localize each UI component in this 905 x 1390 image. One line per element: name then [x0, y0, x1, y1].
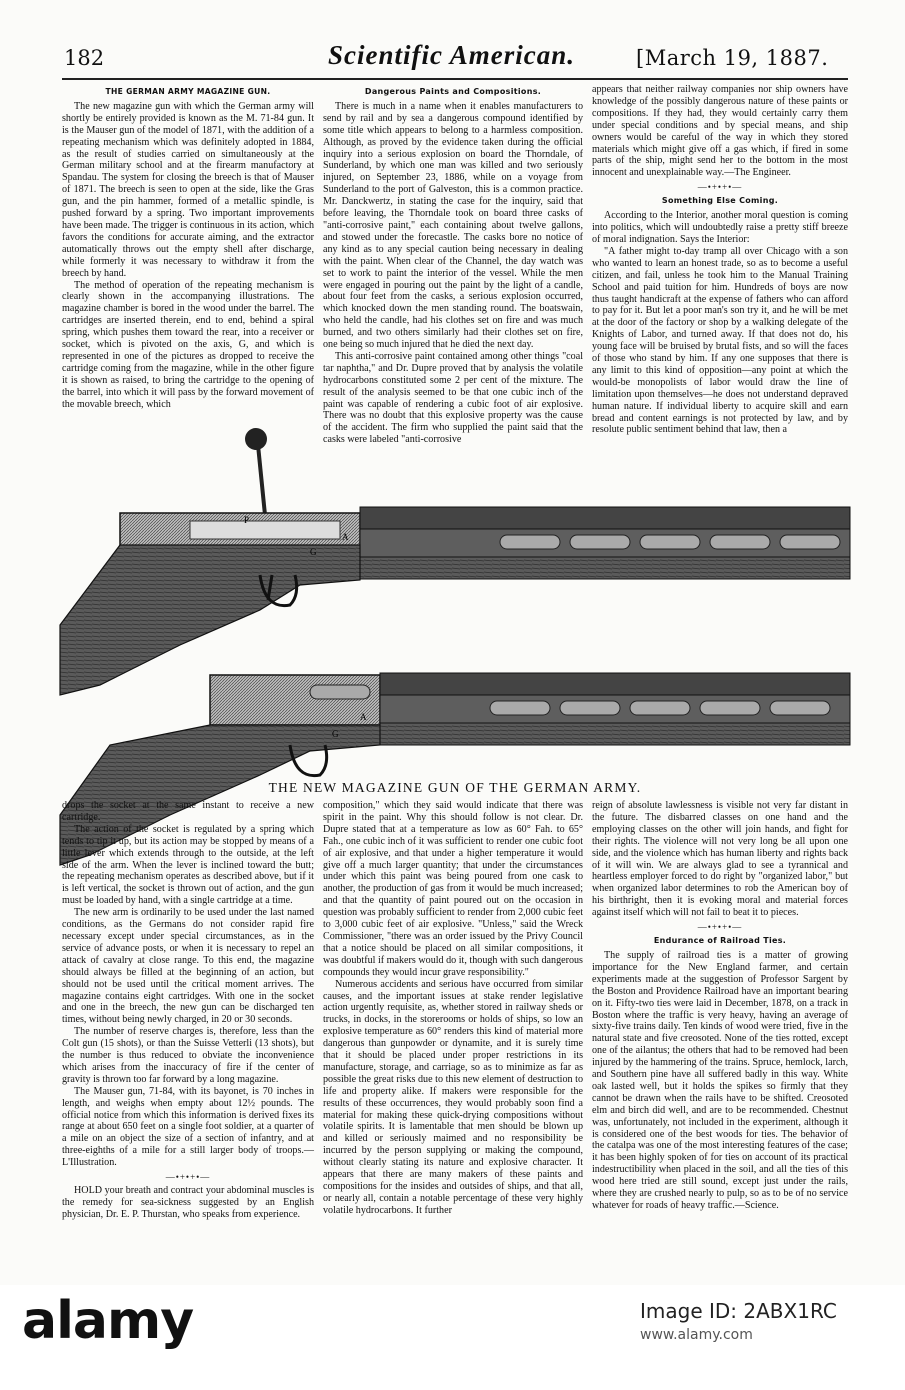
section-ornament: —•+•+•—: [165, 1172, 211, 1183]
paragraph: Numerous accidents and serious have occurred from similar causes, and the important issues at stake render legislative action urgently requisite, as, whether stored in railway sheds or trucks, in docks, in the storerooms or holds of ships, so low an explosive temperature as 60° renders this kind of material more dangerous than gunpowder or dynamite, and it is surely time that it should be placed under proper restrictions in its manufacture, storage, and carriage, so as to minimize as far as possible the great risks due to this new element of destruction to life and property alike. If makers were responsible for the results of these occurrences, they would probably soon find a material for making these quick-drying compositions without volatile spirits. It is lamentable that men should be blown up and killed or seriously maimed and no responsibility be incurred by the person supplying or making the compound, without clearly stating its nature and explosive character. It appears that there are many makers of these paints and compositions for the insides and outsides of ships, and that all, or nearly all, contain a notable percentage of these very highly volatile hydrocarbons. It further: [323, 978, 583, 1216]
paragraph: drops the socket at the same instant to receive a new cartridge.: [62, 800, 314, 823]
paragraph: The number of reserve charges is, therefore, less than the Colt gun (15 shots), or than the Suisse Vetterli (13 shots), but the number is thus reduced to obviate the inconvenience which arises from the inaccuracy of fire if the center of gravity is thrown too far forward by a long magazine.: [62, 1026, 314, 1085]
section-ornament: —•+•+•—: [697, 182, 743, 193]
watermark-logo: alamy: [22, 1291, 194, 1351]
paragraph: HOLD your breath and contract your abdominal muscles is the remedy for sea-sickness suggested by an English physician, Dr. E. P. Thurstan, who speaks from experience.: [62, 1185, 314, 1220]
letter-label: G: [310, 547, 317, 557]
column-2-bottom: [323, 800, 583, 1270]
article-heading-railroad-ties: Endurance of Railroad Ties.: [653, 936, 787, 946]
issue-date: [March 19, 1887.: [636, 46, 829, 70]
paragraph: The new magazine gun with which the German army will shortly be entirely provided is known as the M. 71-84 gun. It is the Mauser gun of the model of 1871, with the addition of a repeating mechanism which was definitely adopted in 1884, as the result of studies carried on simultaneously at the German military school and at the firearm manufactory at Spandau. The system for closing the breech is that of Mauser of 1871. The breech is seen to open at the side, like the Gras gun, and the pin hammer, formed of a metallic spindle, is pushed forward by a spring. Two important improvements have been made. The trigger is continuous in its action, which favors the conditions for accurate aiming, and the extractor automatically throws out the empty shell after discharge, while formerly it was necessary to withdraw it from the breech by hand.: [62, 100, 314, 279]
figure-caption: THE NEW MAGAZINE GUN OF THE GERMAN ARMY.: [268, 780, 642, 795]
paragraph: reign of absolute lawlessness is visible not very far distant in the future. The disbarred classes on one hand and the employing classes on the other will join hands, and fight for their rights. The violence will not very long be all upon one side, and the violence which has human liberty and rights back of it will win. We are always glad to see a tyrannical and heartless employer forced to do right by "organized labor," but when organized labor determines to rob the American boy of his birthright, then it is evoking moral and material forces against itself which will not fail to beat it to pieces.: [592, 800, 848, 919]
watermark-strip: [0, 1285, 905, 1390]
paragraph: The supply of railroad ties is a matter of growing importance for the New England farmer, and certain experiments made at the suggestion of Professor Sargent by the Boston and Providence Railroad have an important bearing on it. Fifty-two ties were laid in December, 1878, on a track in Boston where the traffic is very heavy, having an average of sixty-five trains daily. Ten kinds of wood were tried, five in the natural state and five creosoted. None of the ties rotted, except one of the ailantus; the others that had to be removed had been injured by the hammering of the trains. Spruce, hemlock, larch, and Southern pine have all suffered badly in this way. White oak lasted well, but it holds the spikes so firmly that they cannot be drawn when the rails have to be shifted. Creosoted elm and birch did well, and are to be recommended. Chestnut was, unfortunately, not included in the experiment, although it is considered one of the best woods for ties. The behavior of the catalpa was one of the most interesting features of the case; it has been highly spoken of for ties on account of its practical indestructibility when placed in the soil, and all the ties of this wood here tried are still sound, except just under the rails, where they are crushed nearly to pulp, so as to be of no service whatever for roads of heavy traffic.—Science.: [592, 949, 848, 1211]
column-2-top: [323, 84, 583, 446]
column-3-top: [592, 84, 848, 436]
column-1-top: [62, 84, 314, 410]
letter-label: A: [342, 532, 349, 542]
letter-label: A: [360, 712, 367, 722]
cartridges: [500, 535, 840, 549]
article-heading-magazine-gun: THE GERMAN ARMY MAGAZINE GUN.: [105, 87, 271, 96]
page-number: 182: [64, 46, 105, 70]
article-heading-something-else: Something Else Coming.: [661, 196, 779, 206]
paragraph: This anti-corrosive paint contained among other things "coal tar naphtha," and Dr. Dupre proved that by analysis the volatile hydrocarbons constituted some 2 per cent of the mixture. The result of the analysis seemed to be that one cubic inch of the paint was capable of rendering a cubic foot of air explosive. There was no doubt that this explosive property was the cause of the accident. The firm who supplied the paint said that the casks were labeled "anti-corrosive: [323, 350, 583, 446]
masthead: Scientific American.: [328, 40, 575, 70]
paragraph: The Mauser gun, 71-84, with its bayonet, is 70 inches in length, and weighs when empty about 12½ pounds. The official notice from which this information is derived fixes its range at about 650 feet on a single foot soldier, at a quarter of a mile on an object the size of a section of infantry, and at three-eighths of a mile for a still larger body of troops.—L'Illustration.: [62, 1085, 314, 1169]
letter-label: P: [244, 515, 250, 525]
paragraph: "A father might to-day tramp all over Chicago with a son who wanted to learn an honest trade, so as to become a useful citizen, and fail, unless he took him to the Manual Training School and paid tuition for him. Hundreds of boys are now thus taught handicraft at the expense of fathers who can afford to pay for it. But let a poor man's son try it, and he will be met at the door of the factory or shop by a walking delegate of the Knights of Labor, and turned away. If that does not do, his young face will be bruised by brutal fists, and so will the faces of those who stand by him. If any one supposes that there is any limit to this kind of opposition—any point at which the would-be monopolists of labor would draw the line of limitation upon themselves—he does not understand depraved human nature. If individual liberty to acquire skill and earn bread and content earnings is not protected by law, and by resolute public sentiment behind that law, then a: [592, 245, 848, 436]
rifle-illustration: [60, 395, 850, 795]
column-1-bottom: [62, 800, 314, 1270]
upper-rifle-view: [60, 428, 850, 695]
paragraph: The action of the socket is regulated by a spring which tends to tip it up, but its action may be stopped by means of a little lever which extends through to the outside, at the left side of the arm. When the lever is inclined toward the butt; the repeating mechanism operates as described above, but if it is left vertical, the socket is thrown out of action, and the gun must be loaded by hand, with a single cartridge at a time.: [62, 823, 314, 907]
paragraph: According to the Interior, another moral question is coming into politics, which will undoubtedly raise a pretty stiff breeze of moral indignation. Says the Interior:: [592, 210, 848, 245]
column-3-bottom: [592, 800, 848, 1270]
paragraph: composition," which they said would indicate that there was spirit in the paint. Why this should follow is not clear. Dr. Dupre stated that at a temperature as low as 60° Fah. to 65° Fah., one cubic inch of it was sufficient to render one cubic foot of air explosive, and that under a higher temperature it would give off a much larger quantity; that under the circumstances under which this paint was being poured from one cask to another, the production of gas from it would be much increased; and that the quantity of paint poured out on the occasion in question was probably sufficient to render from 2,000 cubic feet to 3,000 cubic feet of air explosive. "Unless," said the Wreck Commissioner, "there was an order issued by the Privy Council that a notice should be placed on all similar compositions, it was doubtful if makers would do it, though with such dangerous compounds they would incur grave responsibility.": [323, 800, 583, 978]
paragraph: appears that neither railway companies nor ship owners have knowledge of the possibly dangerous nature of these paints or compositions. If they had, they would certainly carry them under special conditions and by special means, and ship owners would be careful of the way in which they stored materials which might give off a gas which, if fired in some parts of the ship, might send her to the bottom in the most innocent and unexplainable way.—The Engineer.: [592, 84, 848, 179]
paragraph: The method of operation of the repeating mechanism is clearly shown in the accompanying illustrations. The magazine chamber is bored in the wood under the barrel. The cartridges are inserted therein, end to end, behind a spiral spring, which pushes them toward the rear, into a receiver or socket, which is pivoted on the axis, G, and which is represented in one of the pictures as dropped to receive the cartridge coming from the magazine, while in the other figure it is shown as raised, to bring the cartridge to the opening of the barrel, into which it will pass by the forward movement of the movable breech, which: [62, 279, 314, 410]
watermark-image-id: Image ID: 2ABX1RC: [640, 1299, 837, 1323]
article-heading-dangerous-paints: Dangerous Paints and Compositions.: [364, 87, 542, 96]
section-ornament: —•+•+•—: [697, 922, 743, 933]
watermark-url: www.alamy.com: [640, 1327, 753, 1343]
letter-label: G: [332, 729, 339, 739]
paragraph: There is much in a name when it enables manufacturers to send by rail and by sea a dangerous compound identified by some title which appears to belong to a harmless composition. Although, as proved by the evidence taken during the official inquiry into a serious explosion on board the Thorndale, of Sunderland, by which one man was killed and two seriously injured, on September 23, 1886, while on a voyage from Sunderland to the port of Galveston, this is a common practice. Mr. Danckwertz, in stating the case for the inquiry, said that before leaving, the Thorndale took on board three casks of "anti-corrosive paint," each containing about twelve gallons, and stowed under the forecastle. The casks bore no notice of any kind as to any special caution being necessary in dealing with the paint. When clear of the Channel, the day watch was set to work to paint the interior of the vessel. While the men were engaged in pouring out the paint by the light of a candle, about four feet from the casks, a serious explosion occurred, which knocked down the men standing round. The boatswain, who held the candle, had his clothes set on fire and was much burned, and two others similarly had their clothes set on fire, one being so much injured that he died the next day.: [323, 100, 583, 351]
paragraph: The new arm is ordinarily to be used under the last named conditions, as the Germans do not consider rapid fire necessary except under special circumstances, as in the service of advance posts, or when it is necessary to repel an attack of cavalry at close range. To this end, the magazine should always be filled at the beginning of an action, but should not be used until the critical moment arrives. The magazine contains eight cartridges. With one in the socket and one in the breech, the new gun can be discharged ten times, without being newly charged, in 20 or 30 seconds.: [62, 907, 314, 1026]
header-rule: [62, 78, 848, 80]
